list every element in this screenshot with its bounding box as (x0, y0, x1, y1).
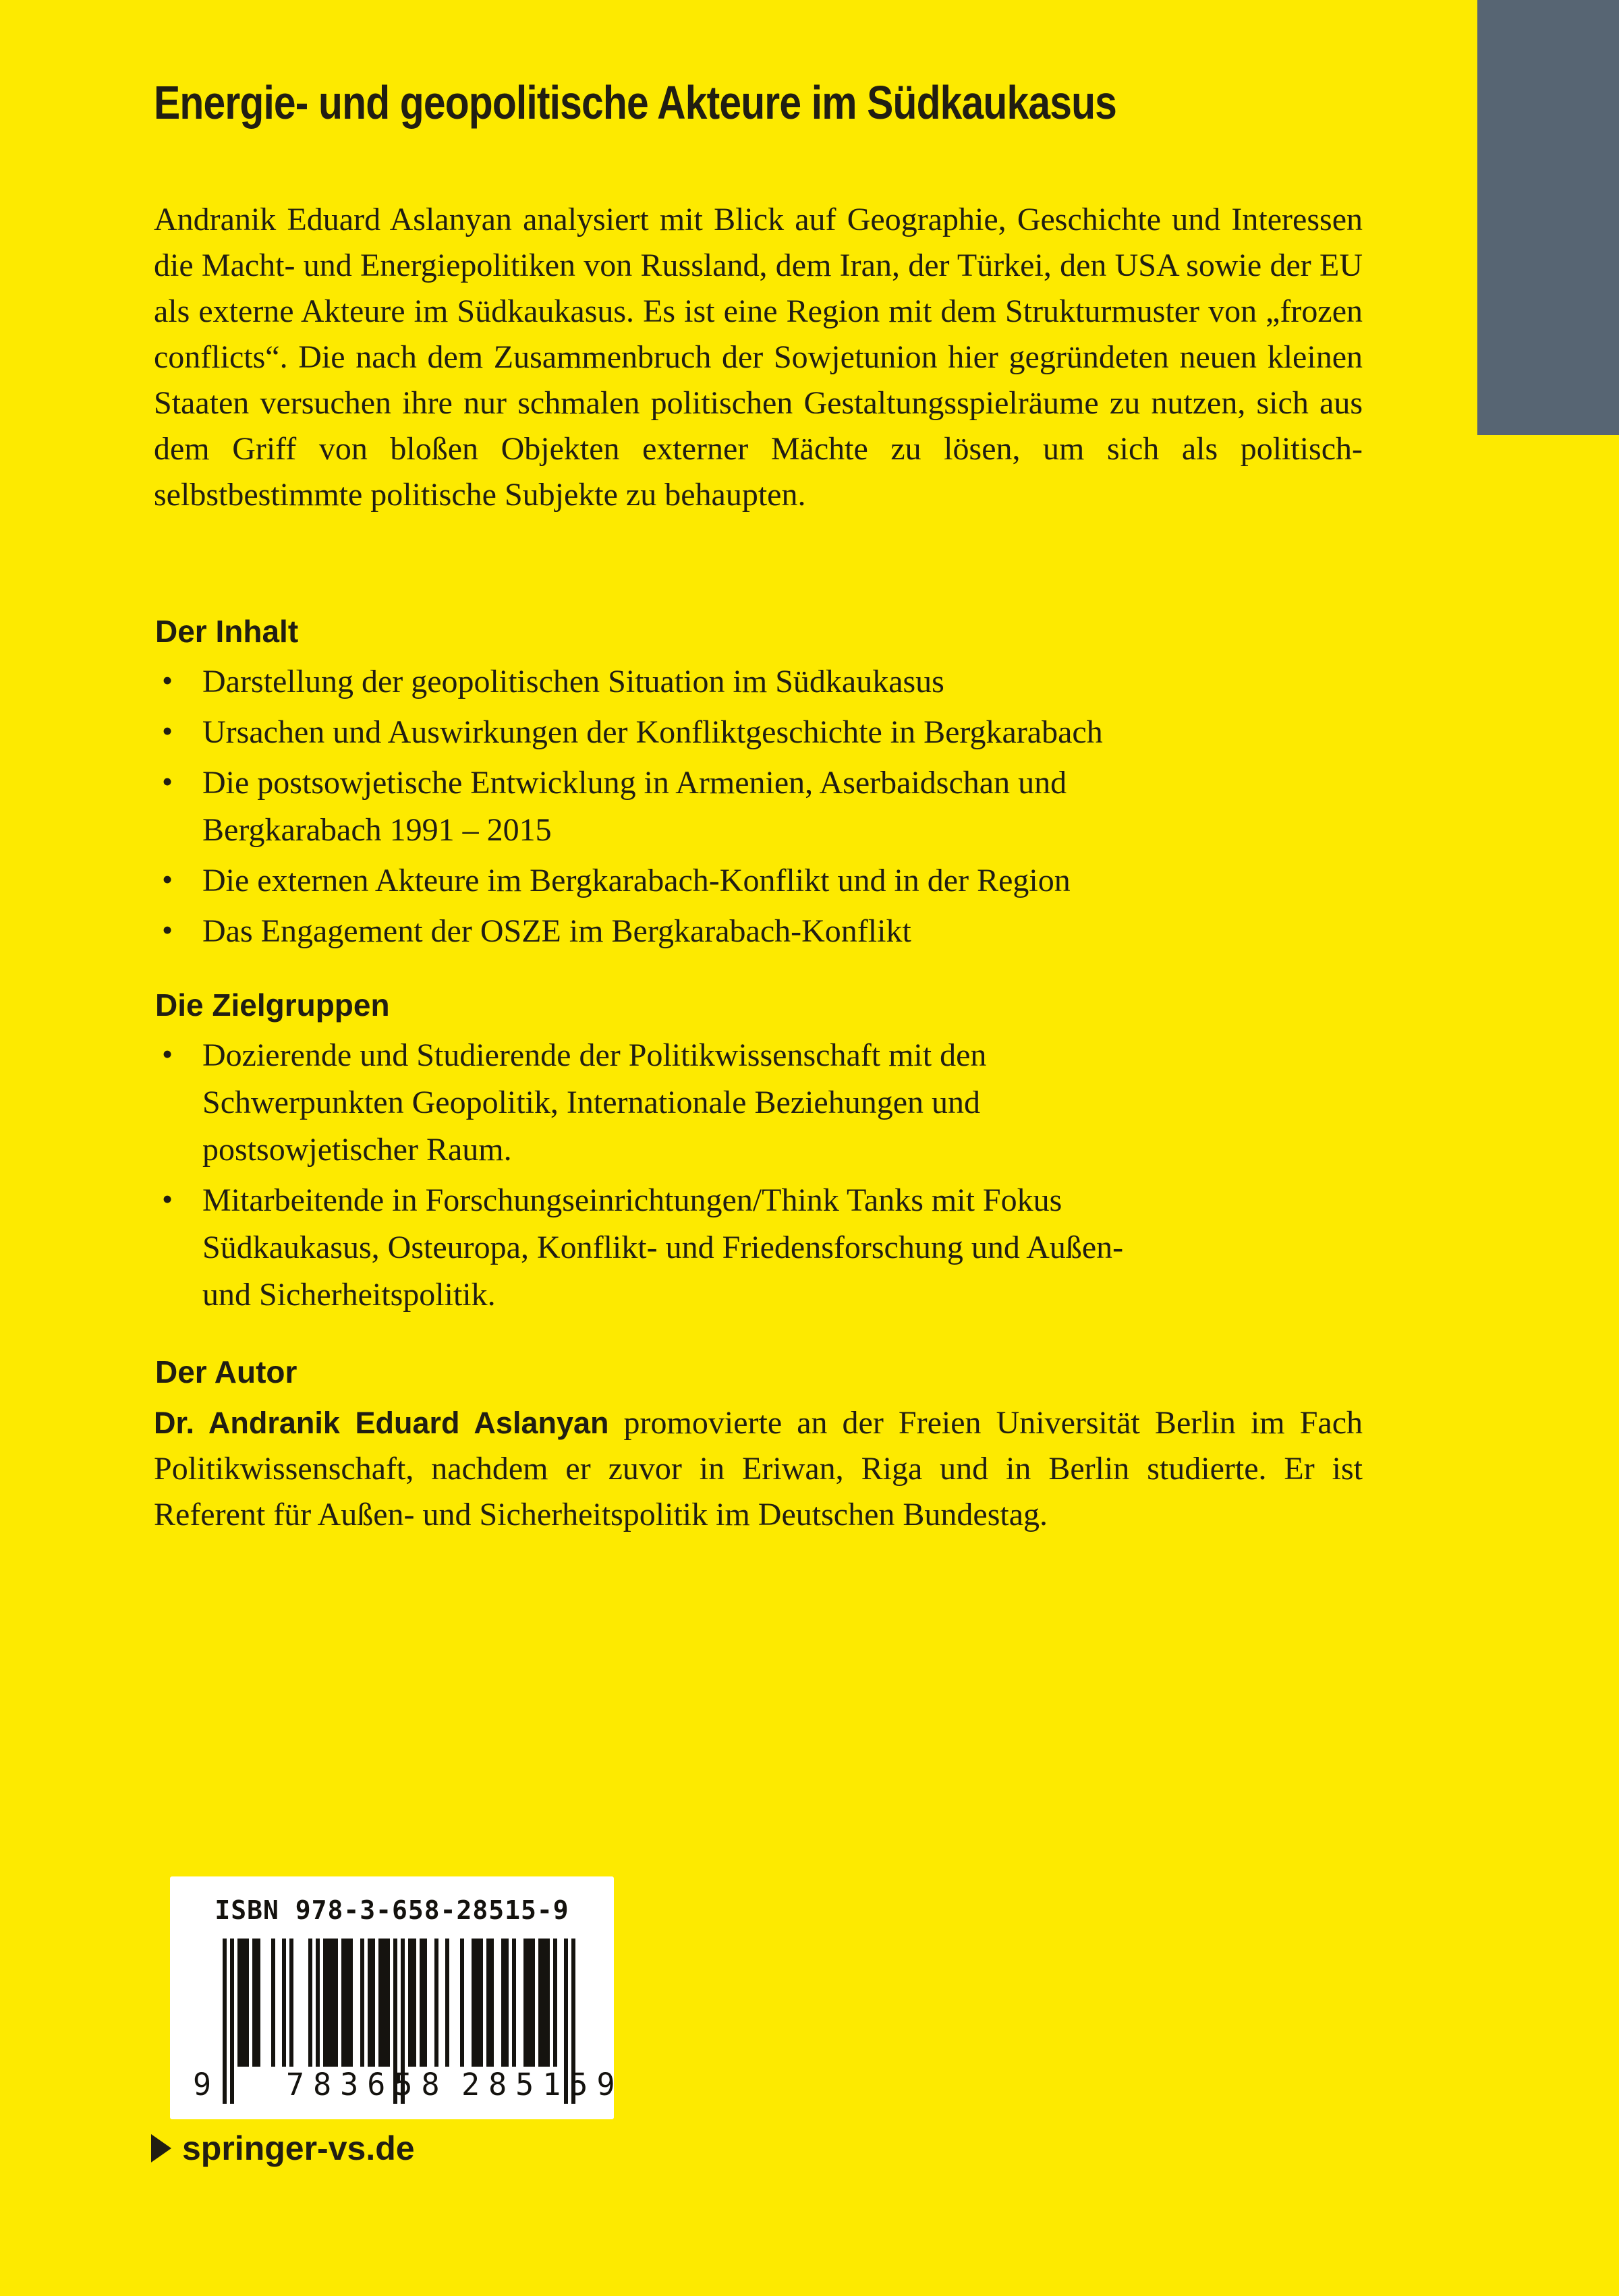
barcode-digits-left: 783658 (286, 2067, 449, 2102)
book-title: Energie- und geopolitische Akteure im Südkaukasus (154, 76, 1117, 129)
barcode-bar (282, 1939, 286, 2067)
isbn-label: ISBN 978-3-658-28515-9 (215, 1895, 569, 1925)
barcode-bar (531, 1939, 535, 2067)
contents-heading: Der Inhalt (155, 614, 299, 649)
contents-list (154, 658, 1160, 958)
author-name: Dr. Andranik Eduard Aslanyan (154, 1406, 609, 1440)
list-item: • Ursachen und Auswirkungen der Konfliktgeschichte in Bergkarabach (154, 709, 1160, 756)
barcode-bar (505, 1939, 509, 2067)
list-item: • Die postsowjetische Entwicklung in Armenien, Aserbaidschan und Bergkarabach 1991 – 2015 (154, 759, 1160, 854)
barcode-bar (245, 1939, 249, 2067)
barcode-bar (460, 1939, 464, 2067)
arrow-right-icon (151, 2134, 171, 2162)
barcode-bar (334, 1939, 338, 2067)
barcode-bar (360, 1939, 364, 2067)
list-item: • Das Engagement der OSZE im Bergkarabach-Konflikt (154, 908, 1160, 955)
barcode-bar (386, 1939, 390, 2067)
list-item: • Die externen Akteure im Bergkarabach-Konflikt und in der Region (154, 857, 1160, 905)
barcode-bar (271, 1939, 275, 2067)
barcode-bar (546, 1939, 550, 2067)
barcode-bar (479, 1939, 483, 2067)
barcode-bar (223, 1939, 227, 2104)
description-paragraph: Andranik Eduard Aslanyan analysiert mit Blick auf Geographie, Geschichte und Interessen die Macht- und Energiepolitiken von Russland, dem Iran, der Türkei, den USA sowie der EU als externe Akteure im Südkaukasus. Es ist eine Region mit dem Strukturmuster von „frozen conflicts“. Die nach dem Zusammenbruch der Sowjetunion hier gegründeten neuen kleinen Staaten versuchen ihre nur schmalen politischen Gestaltungsspielräume zu nutzen, sich aus dem Griff von bloßen Objekten externer Mächte zu lösen, um sich als politisch-selbstbestimmte politische Subjekte zu behaupten. (154, 202, 1363, 513)
barcode-bar (445, 1939, 449, 2067)
author-heading: Der Autor (155, 1354, 297, 1389)
list-item: • Mitarbeitende in Forschungseinrichtungen/Think Tanks mit Fokus Südkaukasus, Osteuropa, Konflikt- und Friedensforschung und Außen- und Sicherheitspolitik. (154, 1177, 1160, 1319)
isbn-barcode-panel (170, 1876, 624, 2119)
barcode-bar (512, 1939, 516, 2067)
corner-accent-block (1477, 0, 1619, 435)
barcode-bar (308, 1939, 312, 2067)
barcode-bar (423, 1939, 427, 2067)
publisher-website-text: springer-vs.de (182, 2129, 415, 2167)
list-item: • Darstellung der geopolitischen Situation im Südkaukasus (154, 658, 1160, 706)
barcode-digits-right: 285159 (461, 2067, 624, 2102)
barcode-bar (256, 1939, 260, 2067)
barcode-bar (316, 1939, 320, 2067)
audience-heading: Die Zielgruppen (155, 987, 390, 1023)
publisher-website (151, 2129, 415, 2168)
barcode-bar (490, 1939, 494, 2067)
author-bio (154, 1400, 1363, 1538)
barcode-bar (553, 1939, 557, 2067)
barcode-bar (349, 1939, 353, 2067)
list-item: • Dozierende und Studierende der Politikwissenschaft mit den Schwerpunkten Geopolitik, Internationale Beziehungen und postsowjetischer Raum. (154, 1032, 1160, 1174)
barcode-bar (434, 1939, 438, 2067)
barcode-bar (412, 1939, 416, 2067)
barcode-digit-lead: 9 (193, 2067, 212, 2102)
audience-list (154, 1032, 1160, 1322)
barcode-bar (289, 1939, 293, 2067)
author-bio-text: promovierte an der Freien Universität Berlin im Fach Politikwissenschaft, nachdem er zuvor in Eriwan, Riga und in Berlin studierte. Er ist Referent für Außen- und Sicherheitspolitik im Deutschen Bundestag. (154, 1405, 1363, 1532)
barcode-bar (371, 1939, 375, 2067)
barcode-bar (230, 1939, 234, 2104)
